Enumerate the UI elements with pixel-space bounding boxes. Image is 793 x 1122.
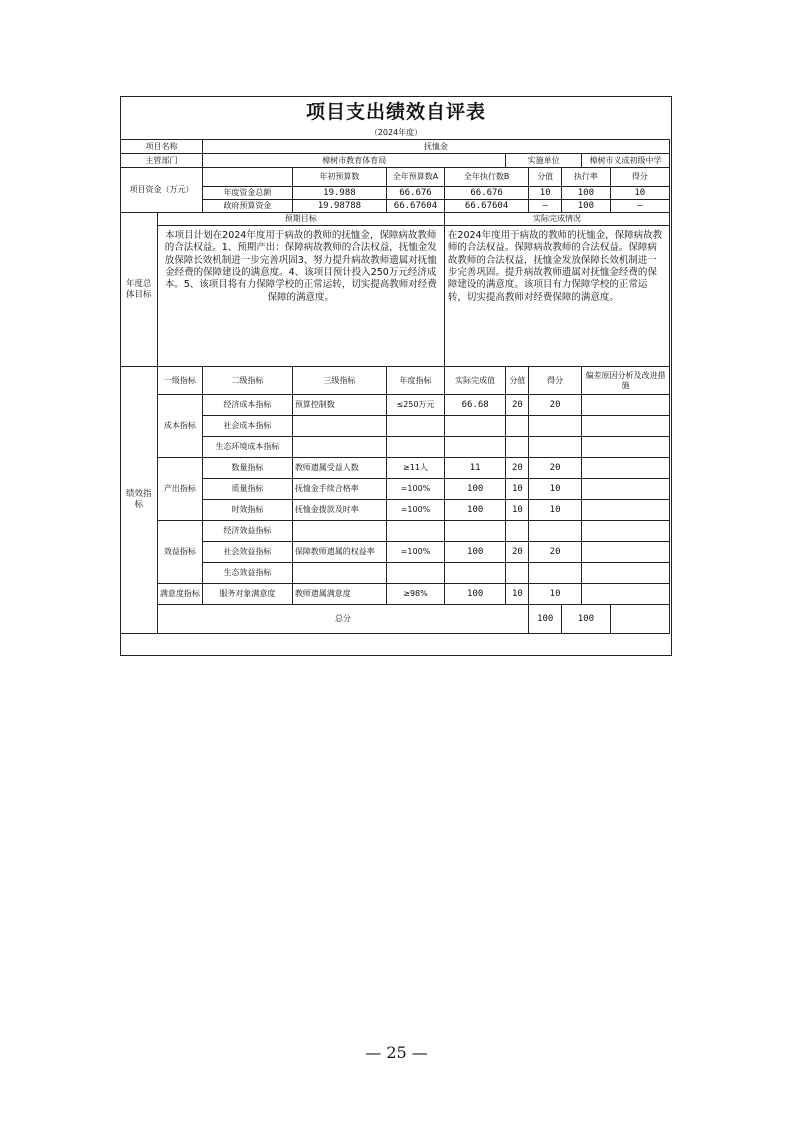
score-value: 10 (506, 479, 529, 500)
actual-result-header: 实际完成情况 (444, 213, 669, 226)
funds-cell: — (529, 200, 562, 213)
level2-indicator: 生态效益指标 (203, 563, 293, 584)
funds-row (121, 200, 670, 213)
indicator-row (121, 521, 670, 542)
level2-indicator: 生态环境成本指标 (203, 437, 293, 458)
form-title: 项目支出绩效自评表 (305, 101, 486, 123)
annual-target: =100% (387, 500, 445, 521)
actual-value (444, 416, 506, 437)
score: 10 (529, 500, 582, 521)
funds-header-row (121, 168, 670, 187)
goals-label: 年度总体目标 (121, 213, 158, 367)
deviation-analysis (581, 416, 669, 437)
funds-cell: 66.67604 (444, 200, 528, 213)
indicators-header: 得分 (529, 367, 582, 395)
level3-indicator: 抚恤金手续合格率 (292, 479, 386, 500)
score (529, 416, 582, 437)
deviation-analysis (581, 437, 669, 458)
level2-indicator: 经济效益指标 (203, 521, 293, 542)
indicator-row (121, 395, 670, 416)
actual-value: 100 (444, 584, 506, 605)
annual-target (387, 437, 445, 458)
expected-goal-header: 预期目标 (157, 213, 444, 226)
score-value: 20 (506, 542, 529, 563)
actual-value: 100 (444, 500, 506, 521)
total-score: 100 (562, 605, 611, 634)
deviation-analysis (581, 395, 669, 416)
deviation-analysis (581, 500, 669, 521)
level2-indicator: 时效指标 (203, 500, 293, 521)
score-value: 20 (506, 395, 529, 416)
score-value: 10 (506, 584, 529, 605)
score (529, 563, 582, 584)
impl-unit-label: 实施单位 (506, 154, 581, 168)
indicators-header: 实际完成值 (444, 367, 506, 395)
indicator-row (121, 584, 670, 605)
goals-content-row (121, 226, 670, 367)
indicator-row (121, 437, 670, 458)
level2-indicator: 质量指标 (203, 479, 293, 500)
funds-cell: 66.676 (387, 187, 445, 200)
total-score-value: 100 (529, 605, 562, 634)
funds-blank (203, 168, 293, 187)
funds-header-score-value: 分值 (529, 168, 562, 187)
project-name-row (121, 140, 670, 154)
impl-unit-value: 樟树市义成初级中学 (581, 154, 669, 168)
funds-cell: 66.676 (444, 187, 528, 200)
indicators-header: 偏差原因分析及改进措施 (581, 367, 669, 395)
funds-header-rate: 执行率 (562, 168, 611, 187)
indicators-header: 年度指标 (387, 367, 445, 395)
funds-label: 项目资金（万元） (121, 168, 203, 213)
level3-indicator (292, 521, 386, 542)
indicators-header: 分值 (506, 367, 529, 395)
level3-indicator (292, 437, 386, 458)
level3-indicator (292, 563, 386, 584)
level1-indicator: 成本指标 (157, 395, 202, 458)
indicators-header: 一级指标 (157, 367, 202, 395)
funds-cell: 100 (562, 200, 611, 213)
score-value (506, 521, 529, 542)
score-value (506, 437, 529, 458)
funds-cell: 100 (562, 187, 611, 200)
funds-row-label: 年度资金总额 (203, 187, 293, 200)
page-number: — 25 — (365, 1043, 428, 1062)
project-name-value: 抚恤金 (203, 140, 670, 154)
level1-indicator: 效益指标 (157, 521, 202, 584)
level3-indicator: 抚恤金拨款及时率 (292, 500, 386, 521)
actual-result-text: 在2024年度用于病故的教师的抚恤金，保障病故教师的合法权益。保障病故教师的合法权益。保障病故教师的合法权益，抚恤金发放保障长效机制进一步完善巩固。提升病故教师遗属对抚恤金经费的保障建设的满意度。该项目有力保障学校的正常运转，切实提高教师对经费保障的满意度。 (444, 226, 669, 367)
goals-header-row (121, 213, 670, 226)
level3-indicator (292, 416, 386, 437)
score-value (506, 563, 529, 584)
score-value (506, 416, 529, 437)
score: 10 (529, 584, 582, 605)
indicator-row (121, 458, 670, 479)
actual-value: 66.68 (444, 395, 506, 416)
score-value: 20 (506, 458, 529, 479)
dept-value: 樟树市教育体育局 (203, 154, 506, 168)
level1-indicator: 产出指标 (157, 458, 202, 521)
level2-indicator: 社会效益指标 (203, 542, 293, 563)
funds-header-executed: 全年执行数B (444, 168, 528, 187)
funds-cell: 66.67604 (387, 200, 445, 213)
indicators-header: 三级指标 (292, 367, 386, 395)
funds-cell: — (610, 200, 669, 213)
indicator-row (121, 479, 670, 500)
actual-value: 11 (444, 458, 506, 479)
score: 20 (529, 395, 582, 416)
annual-target: ≤250万元 (387, 395, 445, 416)
funds-cell: 10 (610, 187, 669, 200)
actual-value: 100 (444, 542, 506, 563)
indicators-label: 绩效指标 (121, 367, 158, 634)
funds-row-label: 政府预算资金 (203, 200, 293, 213)
actual-value (444, 437, 506, 458)
level3-indicator: 保障教师遗属的权益率 (292, 542, 386, 563)
level2-indicator: 经济成本指标 (203, 395, 293, 416)
form-year: （2024年度） (369, 128, 423, 137)
indicators-header-row (121, 367, 670, 395)
score (529, 521, 582, 542)
level1-indicator: 满意度指标 (157, 584, 202, 605)
annual-target: ≥98% (387, 584, 445, 605)
funds-cell: 19.98788 (292, 200, 386, 213)
deviation-analysis (581, 584, 669, 605)
funds-cell: 19.988 (292, 187, 386, 200)
evaluation-form (120, 96, 672, 656)
level3-indicator: 预算控制数 (292, 395, 386, 416)
actual-value (444, 563, 506, 584)
total-deviation (610, 605, 669, 634)
funds-header-annual: 全年预算数A (387, 168, 445, 187)
score: 10 (529, 479, 582, 500)
indicators-header: 二级指标 (203, 367, 293, 395)
score (529, 437, 582, 458)
total-row (121, 605, 670, 634)
annual-target (387, 521, 445, 542)
expected-goal-text: 本项目计划在2024年度用于病故的教师的抚恤金，保障病故教师的合法权益。1、预期产出：保障病故教师的合法权益，抚恤金发放保障长效机制进一步完善巩固3、努力提升病故教师遗属对抚恤金经费的保障建设的满意度。4、该项目预计投入250万元经济成本。5、该项目将有力保障学校的正常运转，切实提高教师对经费保障的满意度。 (157, 226, 444, 367)
annual-target: =100% (387, 479, 445, 500)
funds-cell: 10 (529, 187, 562, 200)
score: 20 (529, 542, 582, 563)
indicator-row (121, 500, 670, 521)
actual-value (444, 521, 506, 542)
indicator-row (121, 542, 670, 563)
total-label: 总分 (157, 605, 529, 634)
deviation-analysis (581, 542, 669, 563)
score-value: 10 (506, 500, 529, 521)
level2-indicator: 数量指标 (203, 458, 293, 479)
level3-indicator: 教师遗属满意度 (292, 584, 386, 605)
level3-indicator: 教师遗属受益人数 (292, 458, 386, 479)
deviation-analysis (581, 521, 669, 542)
project-name-label: 项目名称 (121, 140, 203, 154)
deviation-analysis (581, 458, 669, 479)
funds-header-score: 得分 (610, 168, 669, 187)
actual-value: 100 (444, 479, 506, 500)
level2-indicator: 服务对象满意度 (203, 584, 293, 605)
indicator-row (121, 563, 670, 584)
level2-indicator: 社会成本指标 (203, 416, 293, 437)
funds-header-initial: 年初预算数 (292, 168, 386, 187)
funds-row (121, 187, 670, 200)
annual-target (387, 416, 445, 437)
indicator-row (121, 416, 670, 437)
score: 20 (529, 458, 582, 479)
annual-target: ≥11人 (387, 458, 445, 479)
annual-target: =100% (387, 542, 445, 563)
evaluation-table (120, 139, 670, 634)
dept-label: 主管部门 (121, 154, 203, 168)
department-row (121, 154, 670, 168)
deviation-analysis (581, 479, 669, 500)
annual-target (387, 563, 445, 584)
deviation-analysis (581, 563, 669, 584)
